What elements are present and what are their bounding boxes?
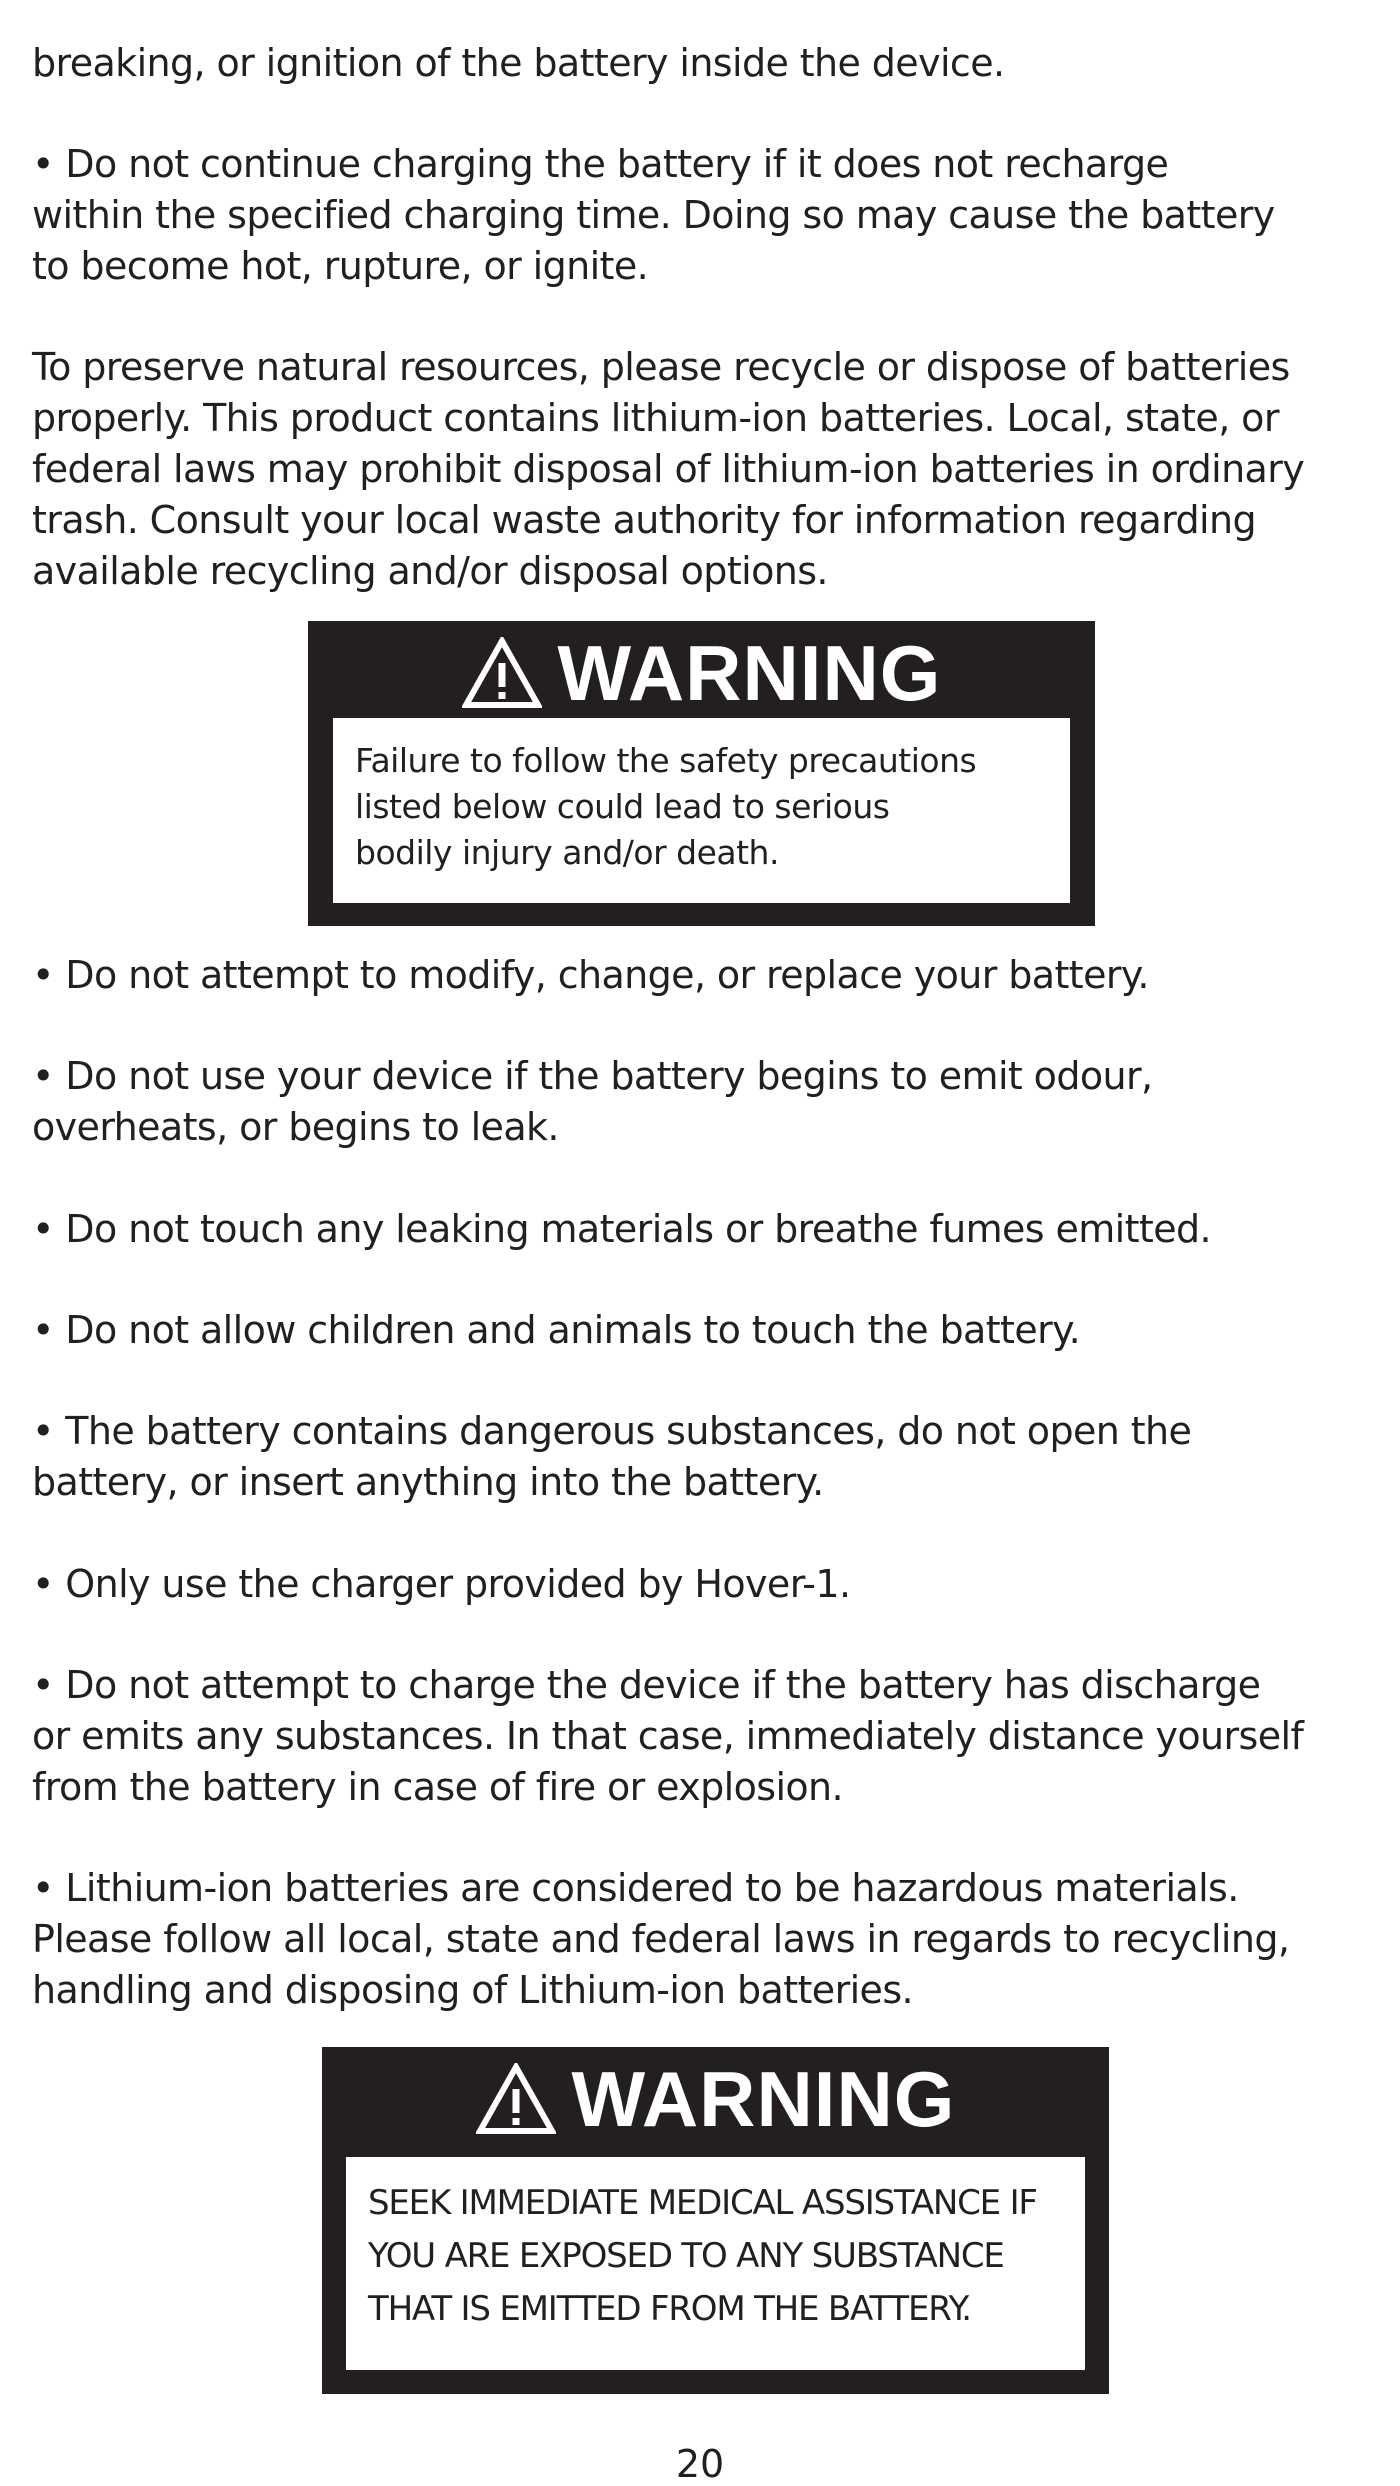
warning-triangle-icon [462,637,542,709]
warning-message: SEEK IMMEDIATE MEDICAL ASSISTANCE IF YOU ARE EXPOSED TO ANY SUBSTANCE THAT IS EMITTED FROM THE BATTERY. [368,2183,1037,2329]
paragraph-recycling: To preserve natural resources, please recycle or dispose of batteries properly. This product contains lithium-ion batteries. Local, state, or federal laws may prohibit disposal of lithium-ion batteries in ordinary trash. Consult your local waste authority for information regarding available recycling and/or disposal options. [32,345,1305,593]
bullet-charge-discharge: • Do not attempt to charge the device if the battery has discharge or emits any substances. In that case, immediately distance yourself from the battery in case of fire or explosion. [32,1663,1304,1809]
bullet-odour-overheat: • Do not use your device if the battery begins to emit odour, overheats, or begins to leak. [32,1054,1153,1149]
warning-title: WARNING [557,628,942,717]
warning-message-panel [333,718,1070,903]
bullet-dangerous-substances: • The battery contains dangerous substances, do not open the battery, or insert anything into the battery. [32,1409,1192,1504]
warning-box-precautions [308,621,1095,926]
bullet-children-animals: • Do not allow children and animals to touch the battery. [32,1308,1081,1352]
warning-message: Failure to follow the safety precautions listed below could lead to serious bodily injury and/or death. [355,741,977,872]
warning-message-panel [346,2157,1085,2370]
bullet-modify-battery: • Do not attempt to modify, change, or replace your battery. [32,953,1149,997]
page-number: 20 [675,2442,725,2486]
paragraph-battery-ignition: breaking, or ignition of the battery inside the device. [32,41,1005,85]
warning-header [322,2053,1109,2145]
warning-header [308,627,1095,719]
bullet-charger-only: • Only use the charger provided by Hover-1. [32,1562,851,1606]
warning-title: WARNING [571,2054,956,2143]
warning-box-medical [322,2047,1109,2394]
paragraph-charging-time: • Do not continue charging the battery if it does not recharge within the specified charging time. Doing so may cause the battery to become hot, rupture, or ignite. [32,142,1275,288]
warning-triangle-icon [476,2063,556,2135]
bullet-leaking-materials: • Do not touch any leaking materials or breathe fumes emitted. [32,1207,1212,1251]
bullet-hazardous-materials: • Lithium-ion batteries are considered to be hazardous materials. Please follow all local, state and federal laws in regards to recycling, handling and disposing of Lithium-ion batteries. [32,1866,1290,2012]
